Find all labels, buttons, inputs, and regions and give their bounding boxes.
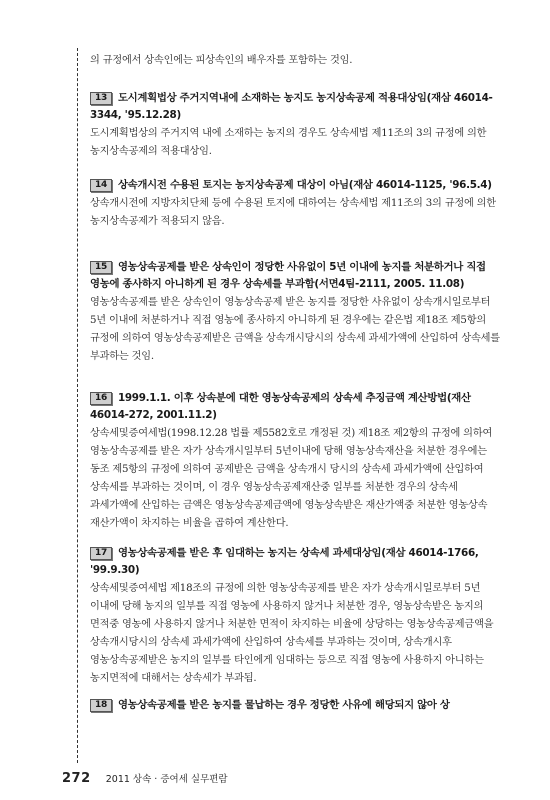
entry-body: 도시계획법상의 주거지역 내에 소재하는 농지의 경우도 상속세법 제11조의 3의 규정에 의한 농지상속공제의 적용대상임. [90, 128, 487, 157]
entry-title: 1999.1.1. 이후 상속분에 대한 영농상속공제의 상속세 추징금액 계산방법(재산 46014-272, 2001.11.2) [90, 392, 471, 421]
entry-title: 영농상속공제를 받은 농지를 물납하는 경우 정당한 사유에 해당되지 않아 상 [117, 699, 450, 711]
entry-number-badge: 15 [90, 261, 112, 274]
entry-title: 영농상속공제를 받은 상속인이 정당한 사유없이 5년 이내에 농지를 처분하거나 직접 영농에 종사하지 아니하게 된 경우 상속세를 부과함(서면4팀-2111, 2005. 11.08) [90, 261, 486, 290]
ruling-entry-15 [90, 259, 500, 366]
entry-heading [90, 545, 500, 579]
entry-number-badge: 18 [90, 699, 112, 712]
page-footer [62, 767, 228, 786]
entry-heading [90, 259, 500, 293]
running-footer-title: 2011 상속 · 증여세 실무편람 [105, 774, 228, 785]
entry-title: 도시계획법상 주거지역내에 소재하는 농지도 농지상속공제 적용대상임(재삼 46014-3344, '95.12.28) [90, 92, 493, 121]
ruling-entry-14 [90, 177, 500, 231]
entry-heading [90, 177, 500, 194]
ruling-entry-17 [90, 545, 500, 688]
ruling-entry-18 [90, 697, 500, 716]
entry-number-badge: 14 [90, 179, 112, 192]
entry-heading [90, 90, 500, 124]
ruling-entry-13 [90, 90, 500, 161]
intro-text: 의 규정에서 상속인에는 피상속인의 배우자를 포함하는 것임. [90, 55, 353, 66]
entry-number-badge: 16 [90, 392, 112, 405]
entry-heading [90, 390, 500, 424]
page-number: 272 [62, 771, 91, 786]
entry-body: 상속세및증여세법 제18조의 규정에 의한 영농상속공제를 받은 자가 상속개시일로부터 5년 이내에 당해 농지의 일부를 직접 영농에 사용하지 않거나 처분한 경우, 영농상속받은 농지의 면적중 영농에 사용하지 않거나 처분한 면적이 차지하는 비율에 상당하는 영농상속공제금액을 상속개시당시의 상속세 과세가액에 산입하여 상속세를 부과하는 것이며, 상속개시후 영농상속공제받은 농지의 일부를 타인에게 임대하는 등으로 직접 영농에 사용하지 아니하는 농지면적에 대해서는 상속세가 부과됨. [90, 583, 494, 684]
entry-heading [90, 697, 500, 714]
intro-paragraph [90, 52, 500, 70]
entry-title: 상속개시전 수용된 토지는 농지상속공제 대상이 아님(재삼 46014-1125, '96.5.4) [117, 179, 492, 191]
entry-number-badge: 13 [90, 92, 112, 105]
ruling-entry-16 [90, 390, 500, 533]
entry-body: 영농상속공제를 받은 상속인이 영농상속공제 받은 농지를 정당한 사유없이 상속개시일로부터 5년 이내에 처분하거나 직접 영농에 종사하지 아니하게 된 경우에는 같은법 제18조 제5항의 규정에 의하여 영농상속공제받은 금액을 상속개시당시의 상속세 과세가액에 산입하여 상속세를 부과하는 것임. [90, 297, 500, 362]
entry-number-badge: 17 [90, 547, 112, 560]
entry-title: 영농상속공제를 받은 후 임대하는 농지는 상속세 과세대상임(재삼 46014-1766, '99.9.30) [90, 547, 479, 576]
margin-rule [77, 48, 78, 763]
entry-body: 상속세및증여세법(1998.12.28 법률 제5582호로 개정된 것) 제18조 제2항의 규정에 의하여 영농상속공제를 받은 자가 상속개시일부터 5년이내에 당해 영농상속재산을 처분한 경우에는 동조 제5항의 규정에 의하여 공제받은 금액을 상속개시 당시의 상속세 과세가액에 산입하여 상속세를 부과하는 것이며, 이 경우 영농상속공제재산중 일부를 처분한 경우의 상속세 과세가액에 산입하는 금액은 영농상속공제금액에 영농상속받은 재산가액중 처분한 영농상속 재산가액이 차지하는 비율을 곱하여 계산한다. [90, 428, 493, 529]
entry-body: 상속개시전에 지방자치단체 등에 수용된 토지에 대하여는 상속세법 제11조의 3의 규정에 의한 농지상속공제가 적용되지 않음. [90, 198, 496, 227]
